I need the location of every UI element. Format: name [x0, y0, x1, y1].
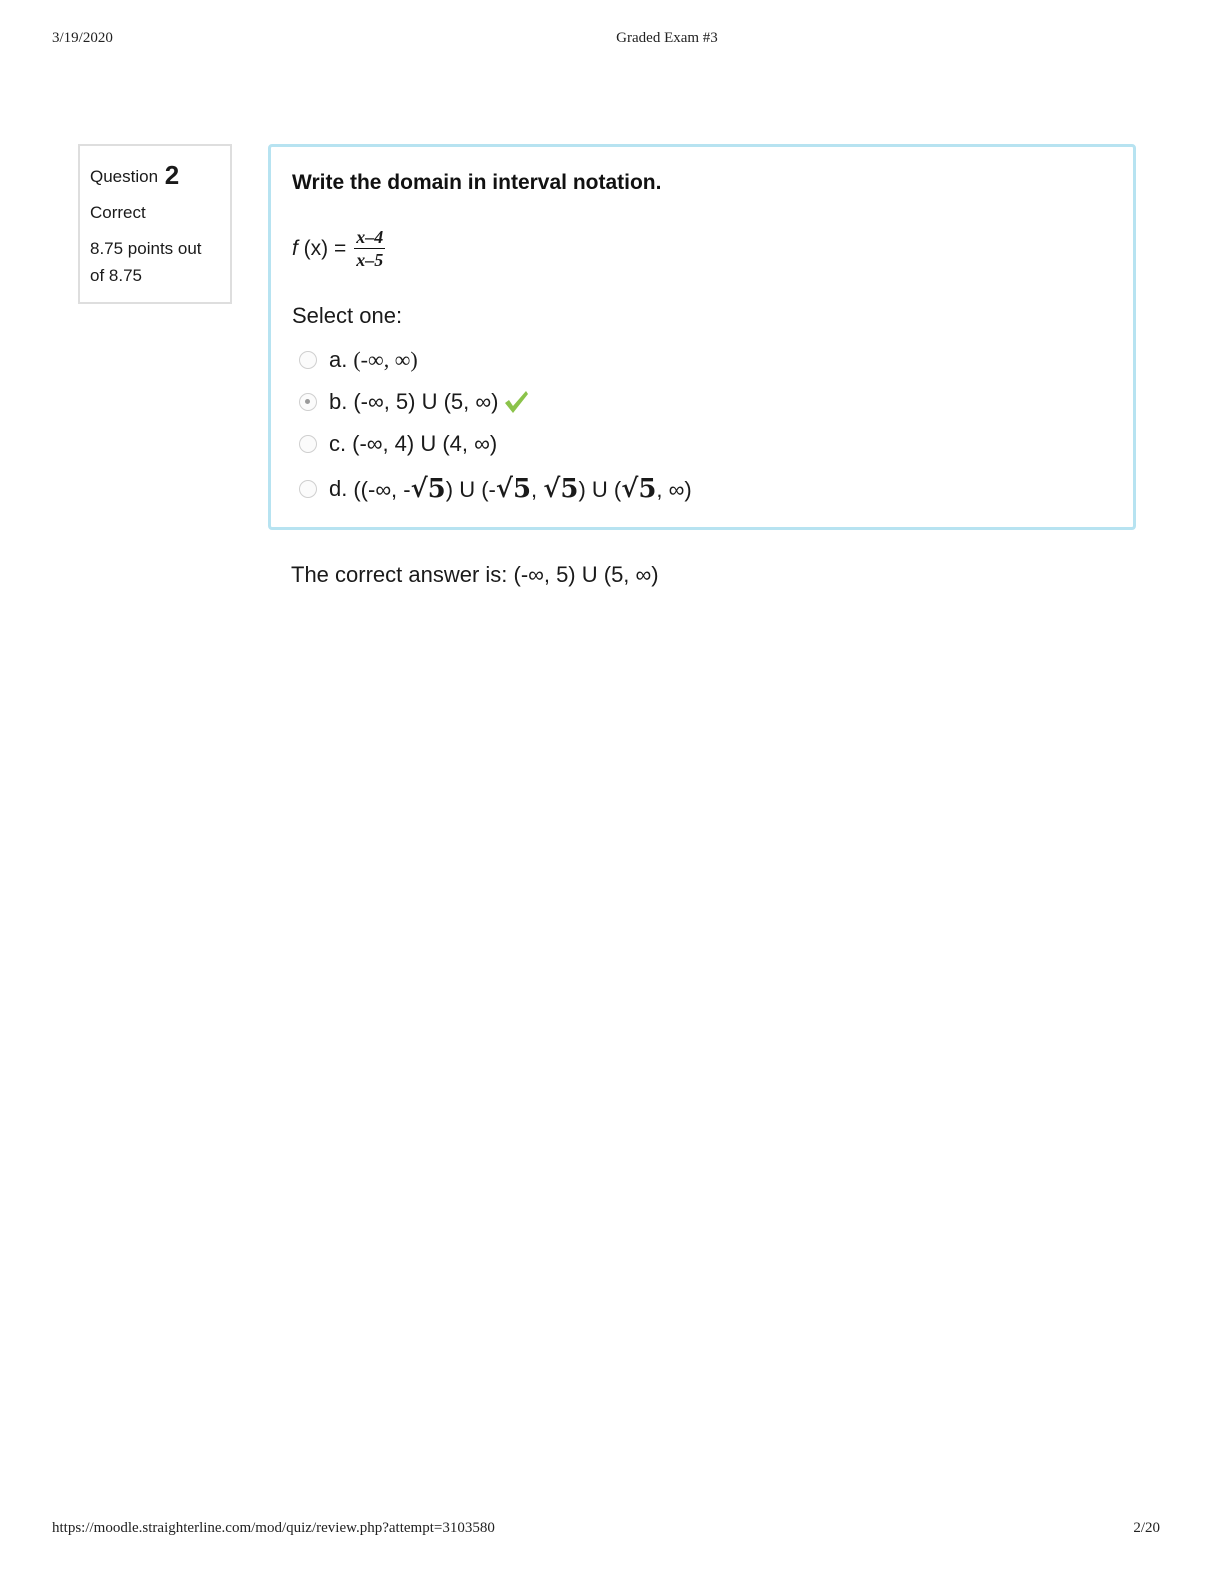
sqrt-five: √5: [410, 474, 446, 504]
radio-button[interactable]: [299, 435, 317, 453]
correct-answer-feedback: The correct answer is: (-∞, 5) U (5, ∞): [291, 562, 659, 587]
fraction-denominator: x–5: [356, 250, 384, 270]
function-formula: [292, 227, 385, 270]
radio-button-selected[interactable]: [299, 393, 317, 411]
question-number: [90, 160, 220, 191]
answer-option-d[interactable]: [299, 465, 692, 513]
answer-text-part: ) U (: [578, 477, 622, 502]
radio-button[interactable]: [299, 480, 317, 498]
answer-text: (-∞, 4) U (4, ∞): [352, 431, 498, 456]
sqrt-five: √5: [495, 474, 532, 504]
print-date: 3/19/2020: [52, 30, 113, 46]
answer-option-c[interactable]: [299, 423, 692, 465]
answer-letter: a.: [329, 347, 348, 372]
answer-option-a[interactable]: [299, 339, 692, 381]
formula-fraction: [354, 227, 385, 270]
grade-line-1: 8.75 points out: [90, 239, 202, 258]
answer-option-b[interactable]: [299, 381, 692, 423]
answer-text-part: , ∞): [656, 477, 692, 502]
formula-lhs-rest: (x) =: [297, 236, 347, 260]
answer-list: [299, 339, 692, 513]
answer-letter: d.: [329, 476, 348, 501]
sqrt-five: √5: [621, 474, 657, 504]
answer-text: [353, 474, 691, 504]
select-prompt: Select one:: [292, 303, 403, 328]
answer-letter: b.: [329, 389, 348, 414]
grade-line-2: of 8.75: [90, 266, 142, 285]
answer-text-part: ) U (-: [445, 477, 496, 502]
check-icon: [502, 388, 530, 416]
question-grade: [90, 235, 220, 289]
question-text: Write the domain in interval notation.: [292, 171, 662, 194]
answer-text: (-∞, ∞): [353, 347, 418, 372]
question-formulation: [268, 144, 1136, 530]
question-state: Correct: [90, 203, 146, 222]
answer-letter: c.: [329, 431, 347, 456]
sqrt-five: √5: [543, 474, 579, 504]
answer-text-part: ,: [531, 477, 544, 502]
answer-text: (-∞, 5) U (5, ∞): [353, 389, 499, 414]
question-label: Question: [90, 167, 159, 186]
formula-f: f: [292, 236, 298, 260]
radio-button[interactable]: [299, 351, 317, 369]
print-url: https://moodle.straighterline.com/mod/quiz/review.php?attempt=3103580: [52, 1520, 495, 1536]
answer-text-part: ((-∞, -: [353, 477, 411, 502]
print-title: Graded Exam #3: [616, 30, 718, 46]
question-number-value: 2: [164, 160, 180, 190]
fraction-numerator: x–4: [356, 227, 384, 247]
question-info: [78, 144, 232, 304]
formula-lhs: [292, 237, 346, 261]
print-page-number: 2/20: [1133, 1520, 1160, 1536]
